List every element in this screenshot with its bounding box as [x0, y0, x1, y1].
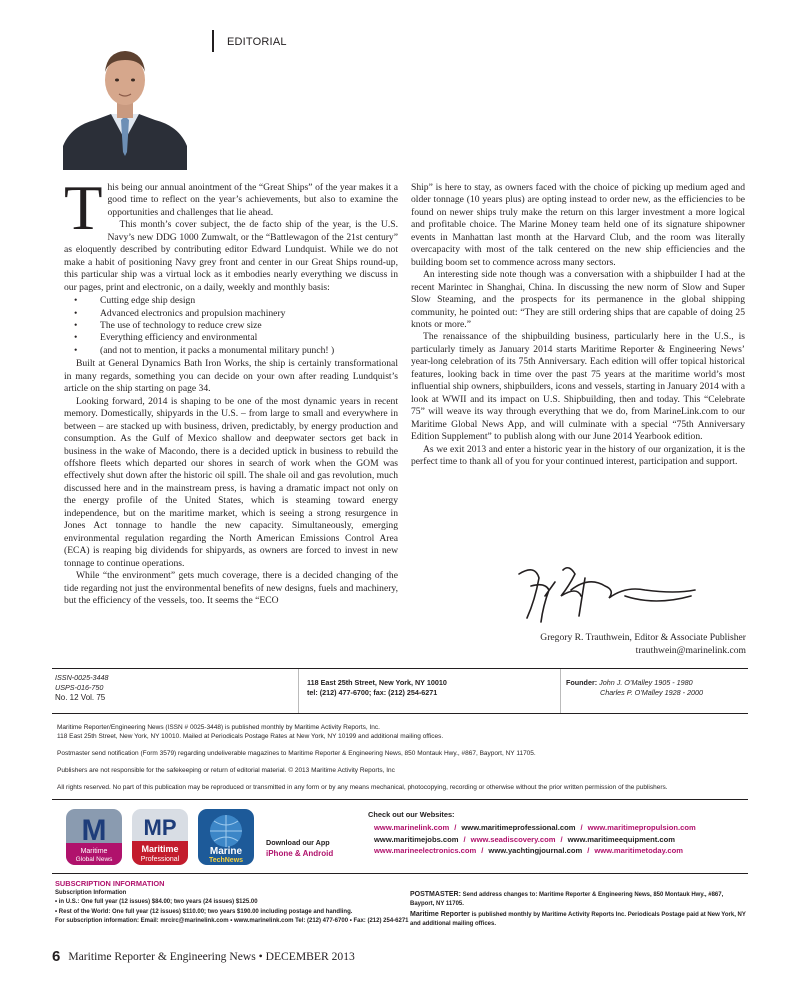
article-paragraph: This month’s cover subject, the de facto ship of the year, is the U.S. Navy’s new DDG 1000 Zumwalt, or the “Battlewagon of the 21st century” as eloquently described by contributing editor Edward Lundquist. While we do not make a habit of positioning Navy grey front and center in our Great Ships round-up, this particular ship was a virtual lock as it embodies nearly everything we discuss in our pages, print and electronic, on a daily, weekly and monthly basis: [64, 219, 398, 293]
subscription-info [55, 889, 415, 926]
website-link[interactable]: www.seadiscovery.com [470, 834, 556, 844]
app-platforms: iPhone & Android [266, 849, 334, 858]
phone-fax: tel: (212) 477-6700; fax: (212) 254-6271 [307, 688, 438, 697]
article-paragraph: Built at General Dynamics Bath Iron Works, the ship is certainly transformational in many regards, something you can decide on your own after reading Lundquist’s article on the ship starting on page 34. [64, 358, 398, 395]
article-paragraph: Looking forward, 2014 is shaping to be one of the most dynamic years in recent memory. Domestically, shipyards in the U.S. – from large to small and everywhere in between – are stacked up with business, driven, predictably, by energy production and consumption. As the Gulf of Mexico shallow and deepwater sectors get back in business in the wake of Macondo, there is a decided uptick in business to rebuild the offshore fleets which departed our shores in search of work when the GOM was effectively shut down after the historic oil spill. The shale oil and gas revolution, much discussed here and in the mainstream press, is having a dramatic impact not only on the energy profile of the United States, which is steaming toward energy independence, but on the maritime market, which is seeing a strong resurgence in Jones Act tonnage to handle the new capacity. Simultaneously, emerging environmental regulation regarding the North American Emissions Control Area (ECA) is reaping big dividends for shipyards, as owners are forced to invest in new tonnage to continue operations. [64, 395, 398, 569]
svg-text:Maritime: Maritime [80, 848, 108, 855]
marine-technews-app-icon[interactable] [198, 809, 254, 865]
website-link[interactable]: www.marinelink.com [374, 823, 450, 832]
masthead-info-row [52, 669, 748, 713]
list-item: • (and not to mention, it packs a monumental military punch! ) [64, 345, 398, 357]
maritime-reporter-text: is published monthly by Maritime Activity Reports Inc. Periodicals Postage paid at New York, NY and additional mailing offices. [410, 911, 746, 927]
subscription-label: Subscription Information [55, 890, 127, 896]
maritime-professional-app-icon[interactable] [132, 809, 188, 865]
founder-label: Founder: [566, 678, 598, 687]
section-label: EDITORIAL [227, 36, 287, 48]
article-paragraph: An interesting side note though was a conversation with a shipbuilder I had at the recent Marintec in Shanghai, China. In discussing the new norm of Slow and Super Slow Steaming, and the prospects for its permanence in the global shipping community, he pointed out: “They are still ordering ships that are capable of doing 25 knots or more.” [411, 269, 745, 330]
pub-line-1: Maritime Reporter/Engineering News (ISSN # 0025-3448) is published monthly by Maritime Activity Reports, Inc. [57, 724, 380, 731]
maritime-reporter-label: Maritime Reporter [410, 910, 470, 918]
article-paragraph: While “the environment” gets much coverage, there is a decided changing of the tide regarding not just the environmental benefits of new designs, fuels and machinery, but the efficiency of the vessels, too. It seems the “ECO [64, 570, 398, 606]
website-link[interactable]: www.marineelectronics.com [374, 846, 477, 855]
apps-and-websites [52, 801, 748, 873]
svg-text:Professional: Professional [140, 856, 180, 863]
pub-line-2: 118 East 25th Street, New York, NY 10010. Mailed at Periodicals Postage Rates at New York, NY 10199 and additional mailing offices. [57, 733, 444, 740]
editor-email[interactable]: trauthwein@marinelink.com [635, 645, 746, 656]
svg-text:Maritime: Maritime [141, 844, 179, 854]
founder-2: Charles P. O’Malley 1928 - 2000 [600, 688, 703, 697]
page-footer [52, 948, 355, 965]
signature-credit [540, 631, 746, 657]
list-item: • Advanced electronics and propulsion machinery [64, 308, 398, 320]
website-row: www.marineelectronics.com / www.yachtingjournal.com / www.maritimetoday.com [374, 846, 683, 855]
divider [298, 669, 299, 713]
website-row: www.marinelink.com / www.maritimeprofessional.com / www.maritimepropulsion.com [374, 823, 696, 832]
editor-portrait [63, 28, 187, 170]
website-link[interactable]: www.maritimeprofessional.com [461, 823, 576, 832]
footer-title: Maritime Reporter & Engineering News • DECEMBER 2013 [68, 950, 355, 963]
svg-text:TechNews: TechNews [208, 857, 244, 864]
office-address [307, 678, 447, 698]
list-item: • Cutting edge ship design [64, 295, 398, 307]
address: 118 East 25th Street, New York, NY 10010 [307, 678, 447, 687]
article-column-left [64, 173, 398, 607]
ship-feature-list [64, 295, 398, 357]
drop-cap: T [64, 173, 103, 243]
postmaster-info [410, 890, 748, 929]
divider [52, 713, 748, 714]
article-column-right [411, 182, 745, 468]
world-rates: • Rest of the World: One full year (12 issues) $110.00; two years $190.00 including postage and handling. [55, 908, 353, 915]
website-link[interactable]: www.maritimejobs.com [374, 834, 459, 844]
website-link[interactable]: www.maritimeequipment.com [567, 834, 675, 844]
subscription-contact: For subscription information: Email: mrcirc@marinelink.com • www.marinelink.com Tel: (212) 477-6700 • Fax: (212) 254-6271 [55, 917, 409, 924]
editor-signature [505, 556, 705, 628]
website-link[interactable]: www.yachtingjournal.com [488, 846, 583, 855]
issn: ISSN-0025-3448 [55, 673, 109, 682]
postmaster-text: Send address changes to: Maritime Reporter & Engineering News, 850 Montauk Hwy., #867, Bayport, NY 11705. [410, 892, 724, 908]
list-item: • The use of technology to reduce crew size [64, 320, 398, 332]
divider [560, 669, 561, 713]
rights-notice: All rights reserved. No part of this publication may be reproduced or transmitted in any form or by any means mechanical, photocopying, recording or otherwise without the prior written permission of the publishers. [57, 784, 668, 791]
divider [52, 873, 748, 874]
founder-1: John J. O’Malley 1905 - 1980 [599, 678, 693, 687]
svg-text:Marine: Marine [209, 846, 243, 857]
websites-heading: Check out our Websites: [368, 810, 455, 819]
responsibility-notice: Publishers are not responsible for the safekeeping or return of editorial material. © 2013 Maritime Activity Reports, Inc [57, 767, 395, 774]
publication-info [57, 723, 743, 741]
maritime-global-news-app-icon[interactable] [66, 809, 122, 865]
svg-text:Global News: Global News [75, 856, 113, 863]
article-paragraph: As we exit 2013 and enter a historic year in the history of our organization, it is the perfect time to thank all of you for your continued interest, participation and support. [411, 443, 745, 467]
editor-name-title: Gregory R. Trauthwein, Editor & Associate Publisher [540, 632, 746, 643]
masthead [52, 668, 748, 927]
article-paragraph: his being our annual anointment of the “Great Ships” of the year makes it a good time to reflect on the year’s achievements, but also to examine the opportunities and challenges that lie ahead. [107, 182, 398, 218]
usps: USPS-016-750 [55, 683, 104, 692]
issue-volume: No. 12 Vol. 75 [55, 693, 106, 702]
list-item: • Everything efficiency and environmental [64, 332, 398, 344]
website-row: www.maritimejobs.com / www.seadiscovery.com / www.maritimeequipment.com [374, 834, 675, 844]
website-link[interactable]: www.maritimetoday.com [594, 846, 683, 855]
header-rule [212, 30, 214, 52]
publication-notices [57, 723, 743, 800]
publication-ids [55, 673, 109, 703]
divider [52, 799, 748, 800]
download-app-label: Download our App [266, 838, 330, 847]
page-number: 6 [52, 948, 61, 965]
svg-text:MP: MP [143, 815, 177, 840]
article-paragraph: The renaissance of the shipbuilding business, particularly here in the U.S., is particularly timely as January 2014 starts Maritime Reporter & Engineering News’ year-long celebration of its 75th Anniversary. Each edition will offer topical historical features, looking back in time over the past 75 years at the maritime world’s most influential ship owners, shipbuilders, icons and vessels, starting in January 2014 with a look at WWII and its impact on U.S. Shipbuilding, then and today. This “Celebrate 75” will weave its way through everything that we do, from MarineLink.com to our Maritime Global News App, and will culminate with a special “75th Anniversary Edition Supplement” to publish along with our June 2014 Yearbook edition. [411, 331, 745, 443]
website-link[interactable]: www.maritimepropulsion.com [587, 823, 696, 832]
subscription-heading: SUBSCRIPTION INFORMATION [55, 879, 165, 888]
article-paragraph: Ship” is here to stay, as owners faced with the choice of picking up medium aged and older tonnage (10 years plus) are opting instead to order new, as the efficiencies to be found on newer ships truly make the return on this larger investment a more logical and profitable choice. The Marine Money team held one of its signature shipowner events in Manhattan last month at the Harvard Club, and the room was literally overcapacity with most of the talk centered on the new ship efficiencies and the building boom set to commence across many sectors. [411, 182, 745, 268]
svg-text:M: M [81, 814, 107, 847]
postmaster-label: POSTMASTER: [410, 891, 461, 898]
website-list [374, 822, 696, 857]
postmaster-notice: Postmaster send notification (Form 3579) regarding undeliverable magazines to Maritime Reporter & Engineering News, 850 Montauk Hwy., #867, Bayport, NY 11705. [57, 750, 536, 757]
us-rates: • in U.S.: One full year (12 issues) $84.00; two years (24 issues) $125.00 [55, 899, 258, 906]
